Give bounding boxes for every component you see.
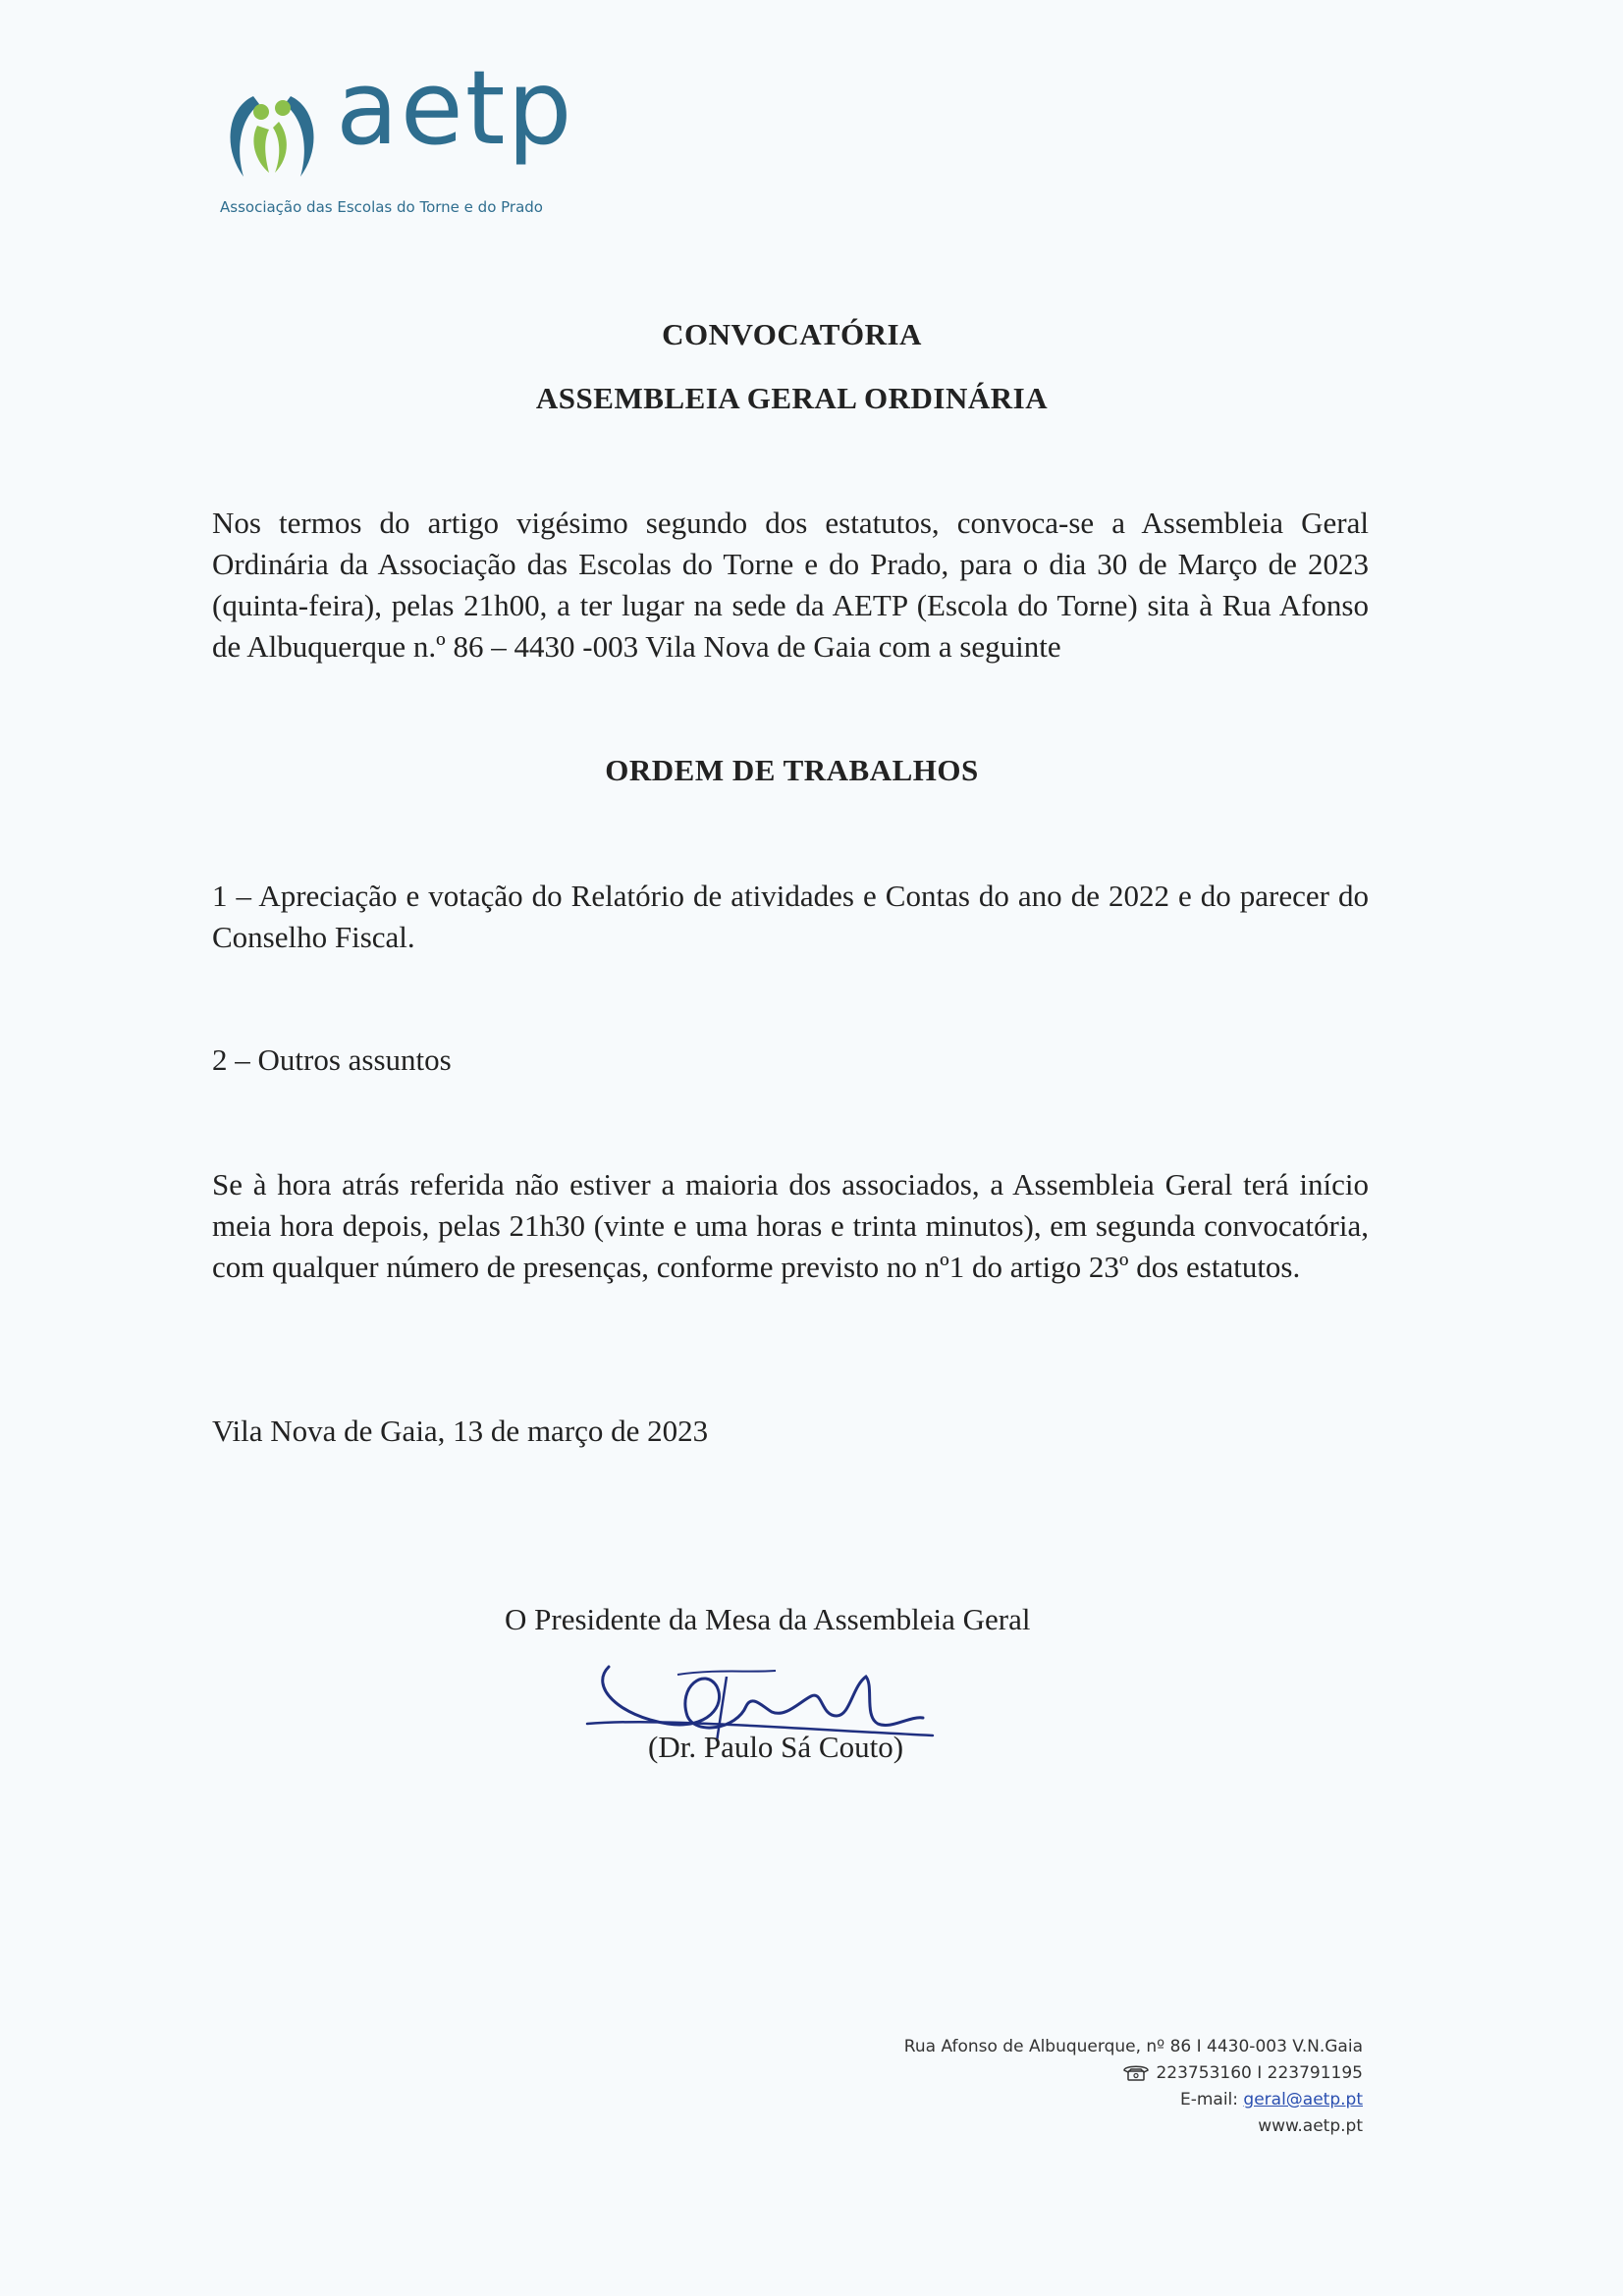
footer-email-link[interactable]: geral@aetp.pt bbox=[1243, 2090, 1363, 2109]
document-subtitle: ASSEMBLEIA GERAL ORDINÁRIA bbox=[535, 381, 1049, 415]
agenda-item-2: 2 – Outros assuntos bbox=[212, 1042, 452, 1077]
signatory-name: (Dr. Paulo Sá Couto) bbox=[648, 1730, 904, 1764]
aetp-logo bbox=[214, 48, 626, 228]
agenda-title: ORDEM DE TRABALHOS bbox=[605, 753, 979, 787]
intro-paragraph: Nos termos do artigo vigésimo segundo dos estatutos, convoca-se a Assembleia Geral Ordinária da Associação das Escolas do Torne e do Prado, para o dia 30 de Março de 2023 (quinta-feira), pelas 21h00, a ter lugar na sede da AETP (Escola do Torne) sita à Rua Afonso de Albuquerque n.º 86 – 4430 -003 Vila Nova de Gaia com a seguinte bbox=[212, 506, 1369, 664]
place-date: Vila Nova de Gaia, 13 de março de 2023 bbox=[212, 1414, 709, 1448]
footer-website[interactable]: www.aetp.pt bbox=[1258, 2116, 1363, 2136]
footer-phones: 223753160 I 223791195 bbox=[1156, 2063, 1363, 2083]
quorum-paragraph: Se à hora atrás referida não estiver a maioria dos associados, a Assembleia Geral terá início meia hora depois, pelas 21h30 (vinte e uma horas e trinta minutos), em segunda convocatória, com qualquer número de presenças, conforme previsto no nº1 do artigo 23º dos estatutos. bbox=[212, 1167, 1369, 1284]
agenda-item-1: 1 – Apreciação e votação do Relatório de atividades e Contas do ano de 2022 e do parecer do Conselho Fiscal. bbox=[212, 879, 1369, 954]
logo-tagline: Associação das Escolas do Torne e do Prado bbox=[220, 198, 543, 216]
footer-email-label: E-mail: bbox=[1179, 2090, 1244, 2109]
footer-phone-line bbox=[904, 2060, 1363, 2087]
telephone-icon bbox=[1122, 2063, 1150, 2081]
logo-figures-icon bbox=[214, 79, 330, 187]
footer-email-line bbox=[904, 2087, 1363, 2113]
document-title: CONVOCATÓRIA bbox=[662, 317, 922, 351]
logo-wordmark: aetp bbox=[336, 48, 574, 168]
signatory-role: O Presidente da Mesa da Assembleia Geral bbox=[505, 1602, 1031, 1636]
footer-contacts bbox=[904, 2034, 1363, 2140]
footer-address: Rua Afonso de Albuquerque, nº 86 I 4430-003 V.N.Gaia bbox=[903, 2037, 1363, 2056]
